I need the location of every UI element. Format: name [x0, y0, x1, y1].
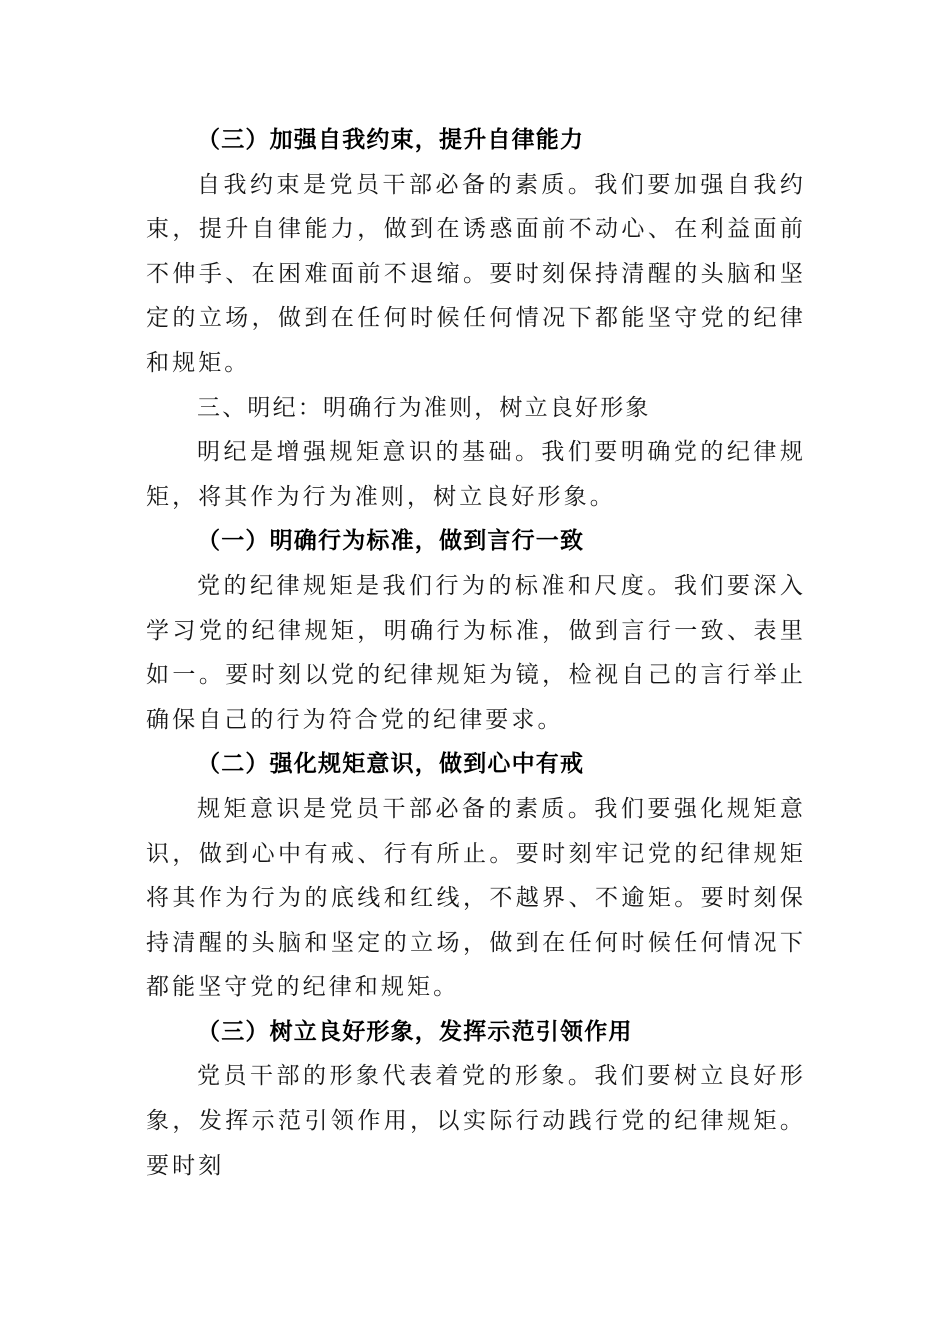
- subheading-1-clarify-standards: （一）明确行为标准，做到言行一致: [197, 528, 585, 555]
- body-paragraph-behavior-standards: 党的纪律规矩是我们行为的标准和尺度。我们要深入学习党的纪律规矩，明确行为标准，做到言行一致、表里如一。要时刻以党的纪律规矩为镜，检视自己的言行举止确保自己的行为符合党的纪律要求。: [146, 572, 806, 733]
- subheading-3-strengthen-self-discipline: （三）加强自我约束，提升自律能力: [197, 127, 585, 153]
- body-paragraph-rules-awareness: 规矩意识是党员干部必备的素质。我们要强化规矩意识，做到心中有戒、行有所止。要时刻牢记党的纪律规矩将其作为行为的底线和红线，不越界、不逾矩。要时刻保持清醒的头脑和坚定的立场，做到在任何时候任何情况下都能坚守党的纪律和规矩。: [146, 795, 806, 1001]
- body-paragraph-mingji-intro: 明纪是增强规矩意识的基础。我们要明确党的纪律规矩，将其作为行为准则，树立良好形象。: [146, 439, 806, 510]
- body-paragraph-self-restraint: 自我约束是党员干部必备的素质。我们要加强自我约束，提升自律能力，做到在诱惑面前不动心、在利益面前不伸手、在困难面前不退缩。要时刻保持清醒的头脑和坚定的立场，做到在任何时候任何情况下都能坚守党的纪律和规矩。: [146, 171, 806, 376]
- subheading-3-good-image: （三）树立良好形象，发挥示范引领作用: [197, 1018, 633, 1045]
- document-body: [146, 118, 806, 1188]
- body-paragraph-party-image: 党员干部的形象代表着党的形象。我们要树立良好形象，发挥示范引领作用，以实际行动践行党的纪律规矩。要时刻: [146, 1063, 806, 1179]
- section-title-mingji: 三、明纪：明确行为准则，树立良好形象: [197, 394, 651, 421]
- subheading-2-rules-awareness: （二）强化规矩意识，做到心中有戒: [197, 751, 585, 778]
